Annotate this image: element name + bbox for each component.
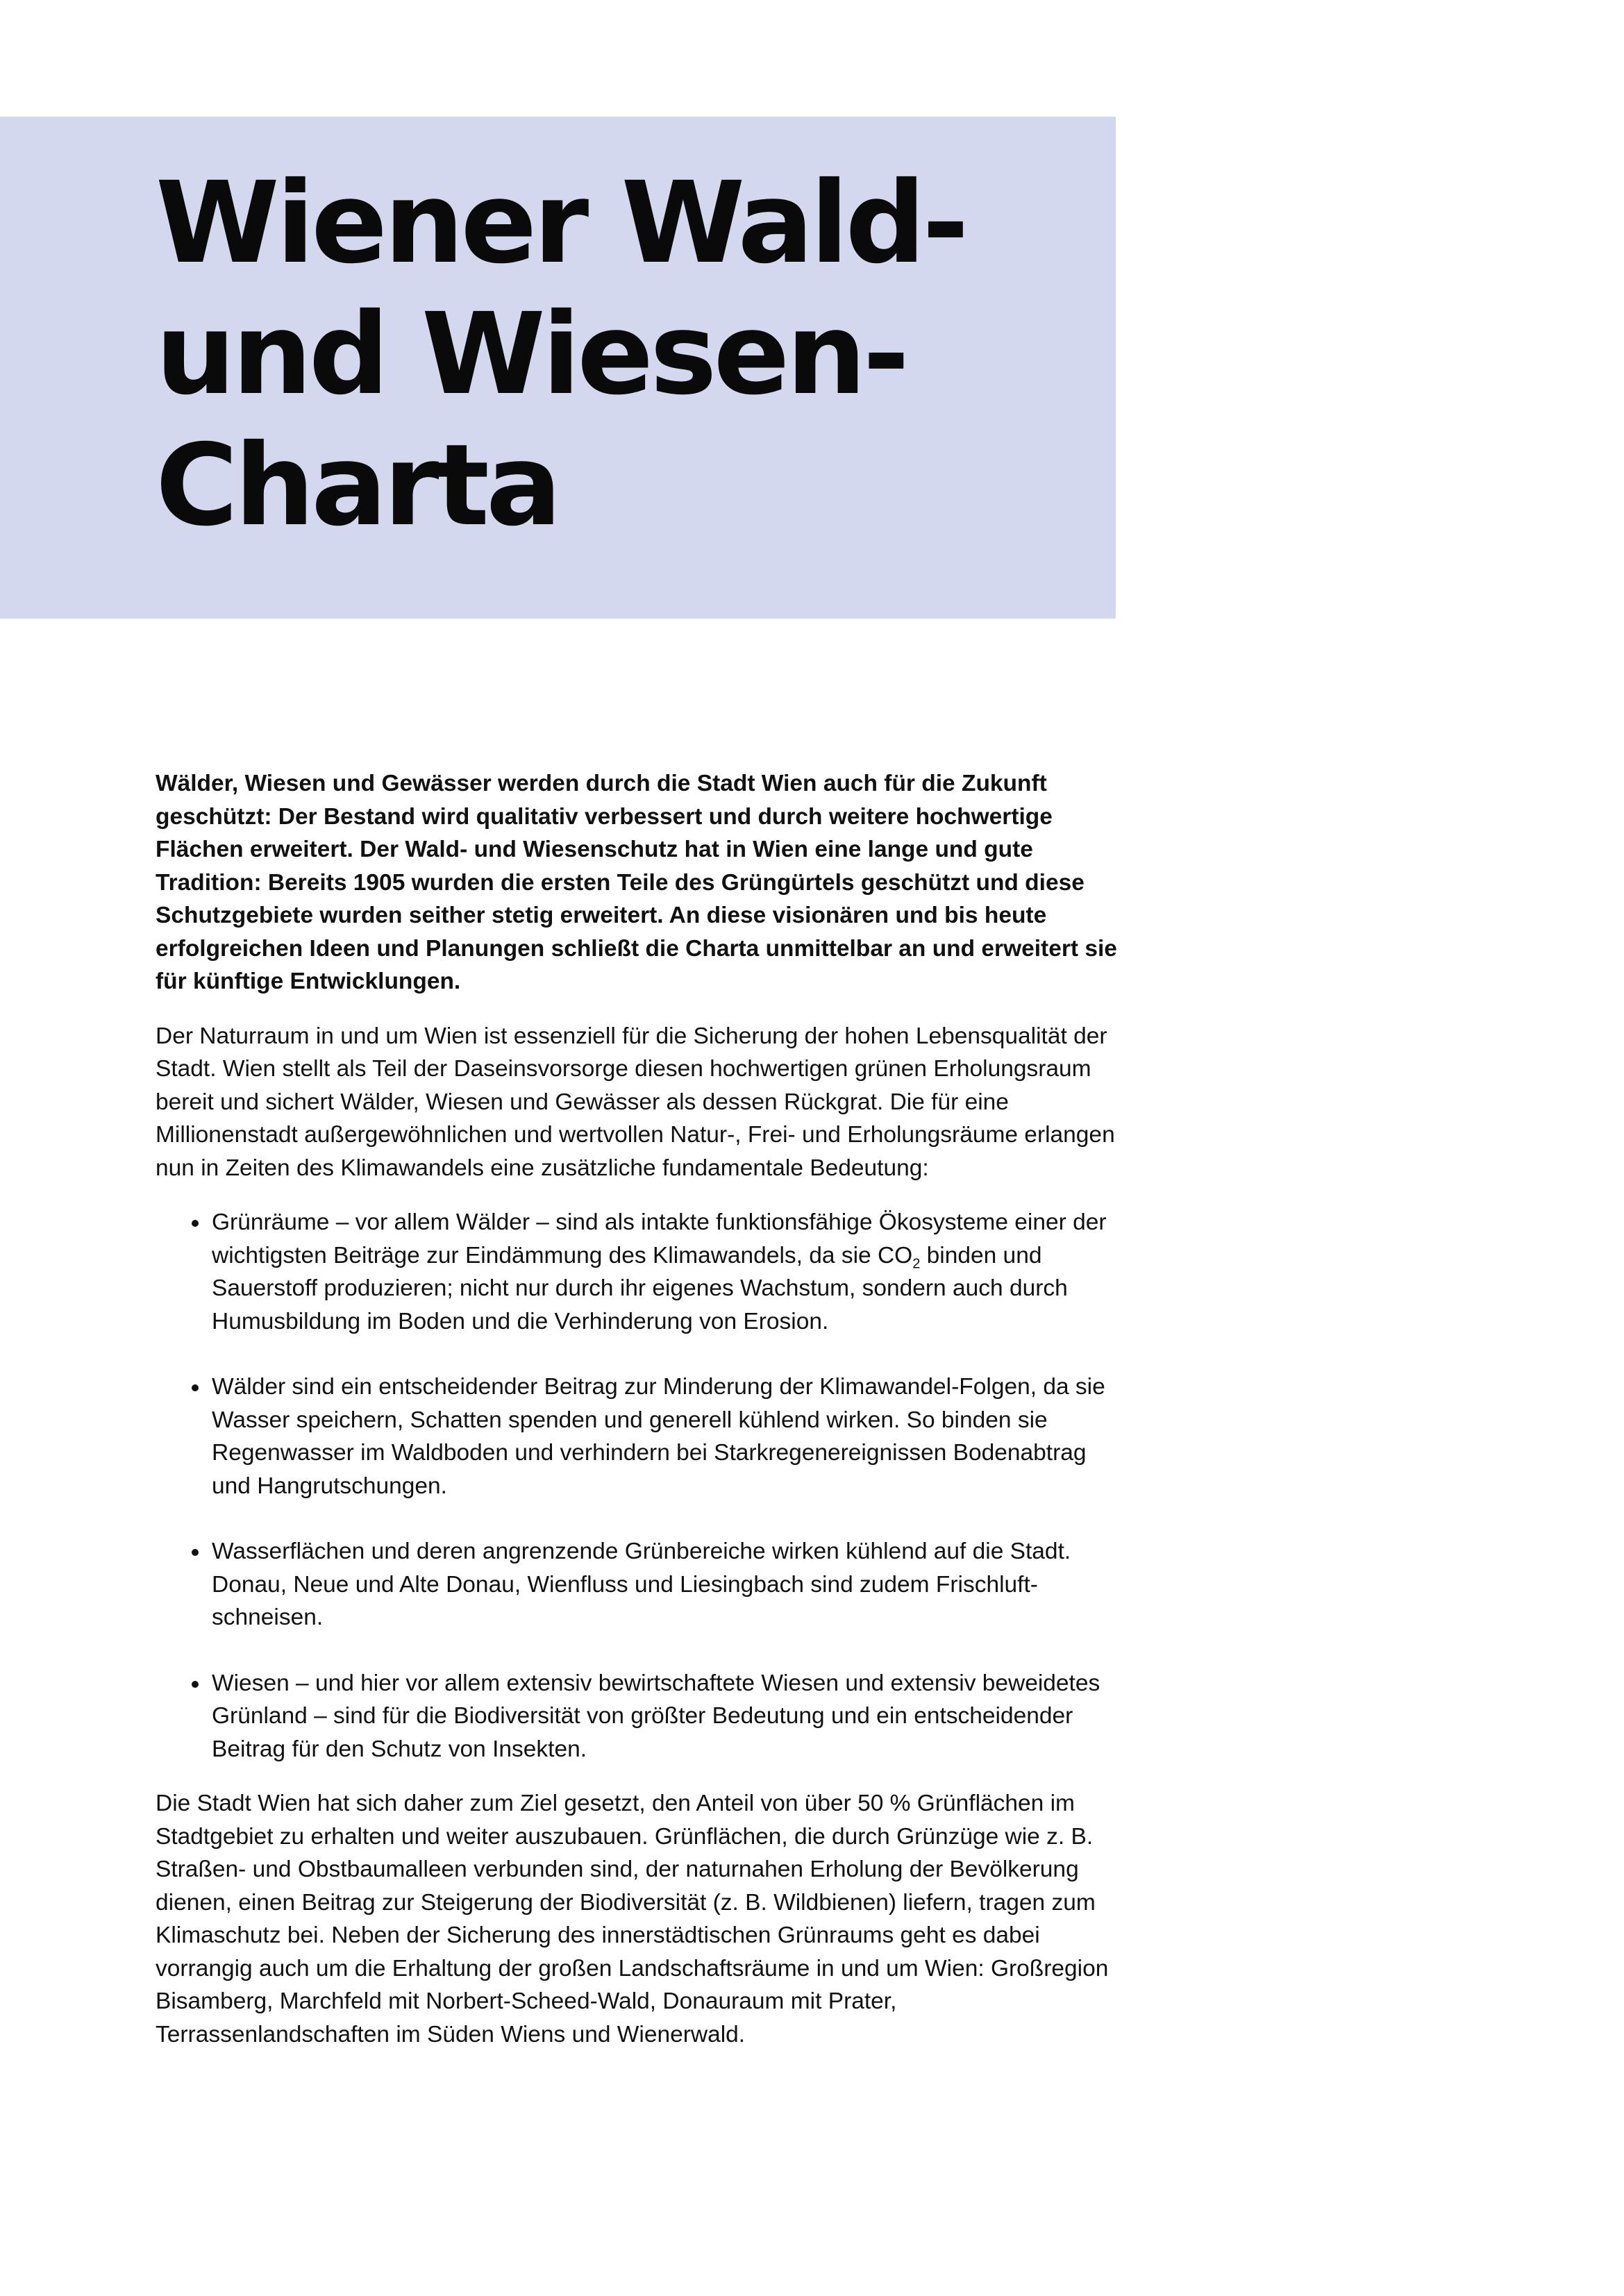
list-item-text: Wasserflächen und deren angrenzende Grünbereiche wirken kühlend auf die Stadt. Donau, Neue und Alte Donau, Wienfluss und Liesingbach sind zudem Frischluftschneisen. <box>212 1539 1071 1630</box>
list-item-text: Wiesen – und hier vor allem extensiv bewirtschaftete Wiesen und extensiv beweidetes Grünland – sind für die Biodiversität von größter Bedeutung und ein entscheidender Beitrag für den Schutz von Insekten. <box>212 1670 1100 1762</box>
article-body <box>156 767 1121 2072</box>
title-line: Charta <box>156 421 559 551</box>
list-item <box>156 1206 1121 1338</box>
lead-paragraph: Wälder, Wiesen und Gewässer werden durch die Stadt Wien auch für die Zukunft geschützt: Der Bestand wird qualitativ verbessert und durch weitere hochwertige Flächen erweitert. Der Wald- und Wiesenschutz hat in Wien eine lange und gute Tradition: Bereits 1905 wurden die ersten Teile des Grüngürtels geschützt und diese Schutzgebiete wurden seither stetig erweitert. An diese visionären und bis heute erfolgreichen Ideen und Planungen schließt die Charta unmittelbar an und erweitert sie für künftige Entwicklungen. <box>156 771 1117 994</box>
list-item <box>156 1371 1121 1502</box>
list-item-text: Wälder sind ein entscheidender Beitrag zur Minderung der Klimawandel-Folgen, da sie Wasser speichern, Schatten spenden und generell kühlend wirken. So binden sie Regenwasser im Waldboden und verhindern bei Starkregenereignissen Bodenabtrag und Hangrutschungen. <box>212 1374 1105 1499</box>
title-line: und Wiesen- <box>156 290 906 420</box>
bullet-list <box>156 1206 1121 1766</box>
list-item <box>156 1667 1121 1766</box>
list-item-text: binden und Sauerstoff produzieren; nicht nur durch ihr eigenes Wachstum, sondern auch durch Humusbildung im Boden und die Verhinderung von Erosion. <box>212 1242 1068 1334</box>
subscript: 2 <box>912 1256 921 1272</box>
bullet-icon <box>192 1384 199 1391</box>
list-item <box>156 1535 1121 1634</box>
list-item-text: Grünräume – vor allem Wälder – sind als intakte funktionsfähige Ökosysteme einer der wichtigsten Beiträge zur Eindämmung des Klimawandels, da sie CO <box>212 1209 1107 1268</box>
bullet-icon <box>192 1220 199 1227</box>
bullet-icon <box>192 1681 199 1688</box>
closing-paragraph: Die Stadt Wien hat sich daher zum Ziel gesetzt, den Anteil von über 50 % Grünflächen im Stadtgebiet zu erhalten und weiter auszubauen. Grünflächen, die durch Grünzüge wie z. B. Straßen- und Obstbaumalleen verbunden sind, der naturnahen Erholung der Bevölkerung dienen, einen Beitrag zur Steigerung der Biodiversität (z. B. Wildbienen) liefern, tragen zum Klimaschutz bei. Neben der Sicherung des innerstädtischen Grünraums geht es dabei vorrangig auch um die Erhaltung der großen Landschaftsräume in und um Wien: Großregion Bisamberg, Marchfeld mit Norbert-Scheed-Wald, Donauraum mit Prater, Terrassenlandschaften im Süden Wiens und Wienerwald. <box>156 1791 1109 2047</box>
bullet-icon <box>192 1549 199 1556</box>
page-title <box>156 158 966 552</box>
title-line: Wiener Wald- <box>156 158 966 289</box>
intro-paragraph: Der Naturraum in und um Wien ist essenziell für die Sicherung der hohen Lebensqualität der Stadt. Wien stellt als Teil der Daseinsvorsorge diesen hochwertigen grünen Erholungsraum bereit und sichert Wälder, Wiesen und Gewässer als dessen Rückgrat. Die für eine Millionenstadt außergewöhnlichen und wertvollen Natur-, Frei- und Erholungsräume erlangen nun in Zeiten des Klimawandels eine zusätzliche fundamentale Bedeutung: <box>156 1023 1115 1181</box>
